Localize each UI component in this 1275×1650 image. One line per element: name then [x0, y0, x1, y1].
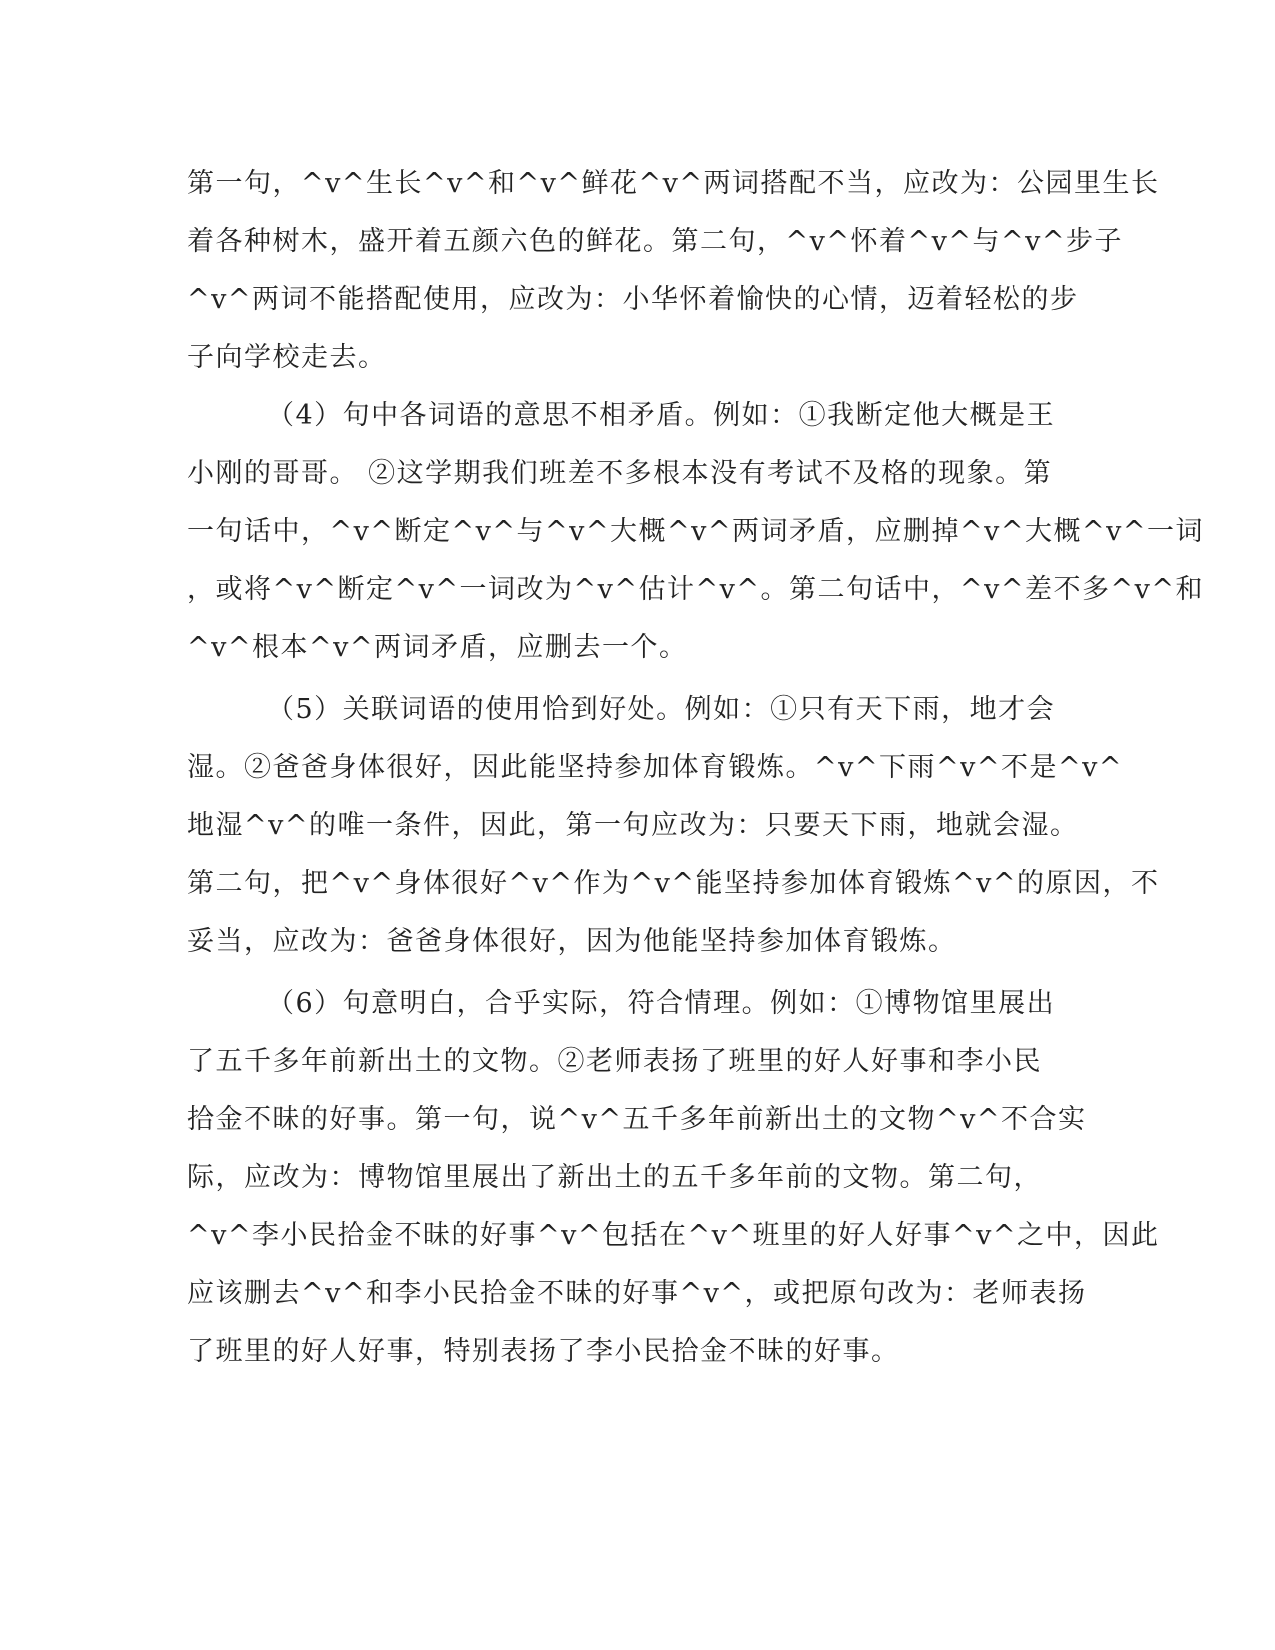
text-line: （5）关联词语的使用恰到好处。例如：①只有天下雨，地才会	[267, 694, 1056, 725]
text-line: 小刚的哥哥。 ②这学期我们班差不多根本没有考试不及格的现象。第	[187, 458, 1053, 489]
text-line: 拾金不昧的好事。第一句，说^v^五千多年前新出土的文物^v^不合实	[187, 1104, 1087, 1135]
text-line: 子向学校走去。	[187, 342, 387, 373]
text-line: 了班里的好人好事，特别表扬了李小民拾金不昧的好事。	[187, 1336, 900, 1367]
text-line: 妥当，应改为：爸爸身体很好，因为他能坚持参加体育锻炼。	[187, 926, 957, 957]
text-line: 第二句，把^v^身体很好^v^作为^v^能坚持参加体育锻炼^v^的原因，不	[187, 868, 1160, 899]
text-line: 了五千多年前新出土的文物。②老师表扬了班里的好人好事和李小民	[187, 1046, 1042, 1077]
text-line: 应该删去^v^和李小民拾金不昧的好事^v^，或把原句改为：老师表扬	[187, 1278, 1087, 1309]
text-line: 着各种树木，盛开着五颜六色的鲜花。第二句，^v^怀着^v^与^v^步子	[187, 226, 1123, 257]
text-line: （6）句意明白，合乎实际，符合情理。例如：①博物馆里展出	[267, 988, 1056, 1019]
text-line: 地湿^v^的唯一条件，因此，第一句应改为：只要天下雨，地就会湿。	[187, 810, 1079, 841]
text-line: 一句话中，^v^断定^v^与^v^大概^v^两词矛盾，应删掉^v^大概^v^一词	[187, 516, 1204, 547]
text-line: 第一句，^v^生长^v^和^v^鲜花^v^两词搭配不当，应改为：公园里生长	[187, 168, 1160, 199]
text-line: （4）句中各词语的意思不相矛盾。例如：①我断定他大概是王	[267, 400, 1056, 431]
text-line: ^v^两词不能搭配使用，应改为：小华怀着愉快的心情，迈着轻松的步	[187, 284, 1079, 315]
text-line: ^v^李小民拾金不昧的好事^v^包括在^v^班里的好人好事^v^之中，因此	[187, 1220, 1160, 1251]
text-line: ^v^根本^v^两词矛盾，应删去一个。	[187, 632, 688, 663]
text-line: ，或将^v^断定^v^一词改为^v^估计^v^。第二句话中，^v^差不多^v^和	[187, 574, 1204, 605]
text-line: 际，应改为：博物馆里展出了新出土的五千多年前的文物。第二句，	[187, 1162, 1042, 1193]
text-line: 湿。②爸爸身体很好，因此能坚持参加体育锻炼。^v^下雨^v^不是^v^	[187, 752, 1123, 783]
